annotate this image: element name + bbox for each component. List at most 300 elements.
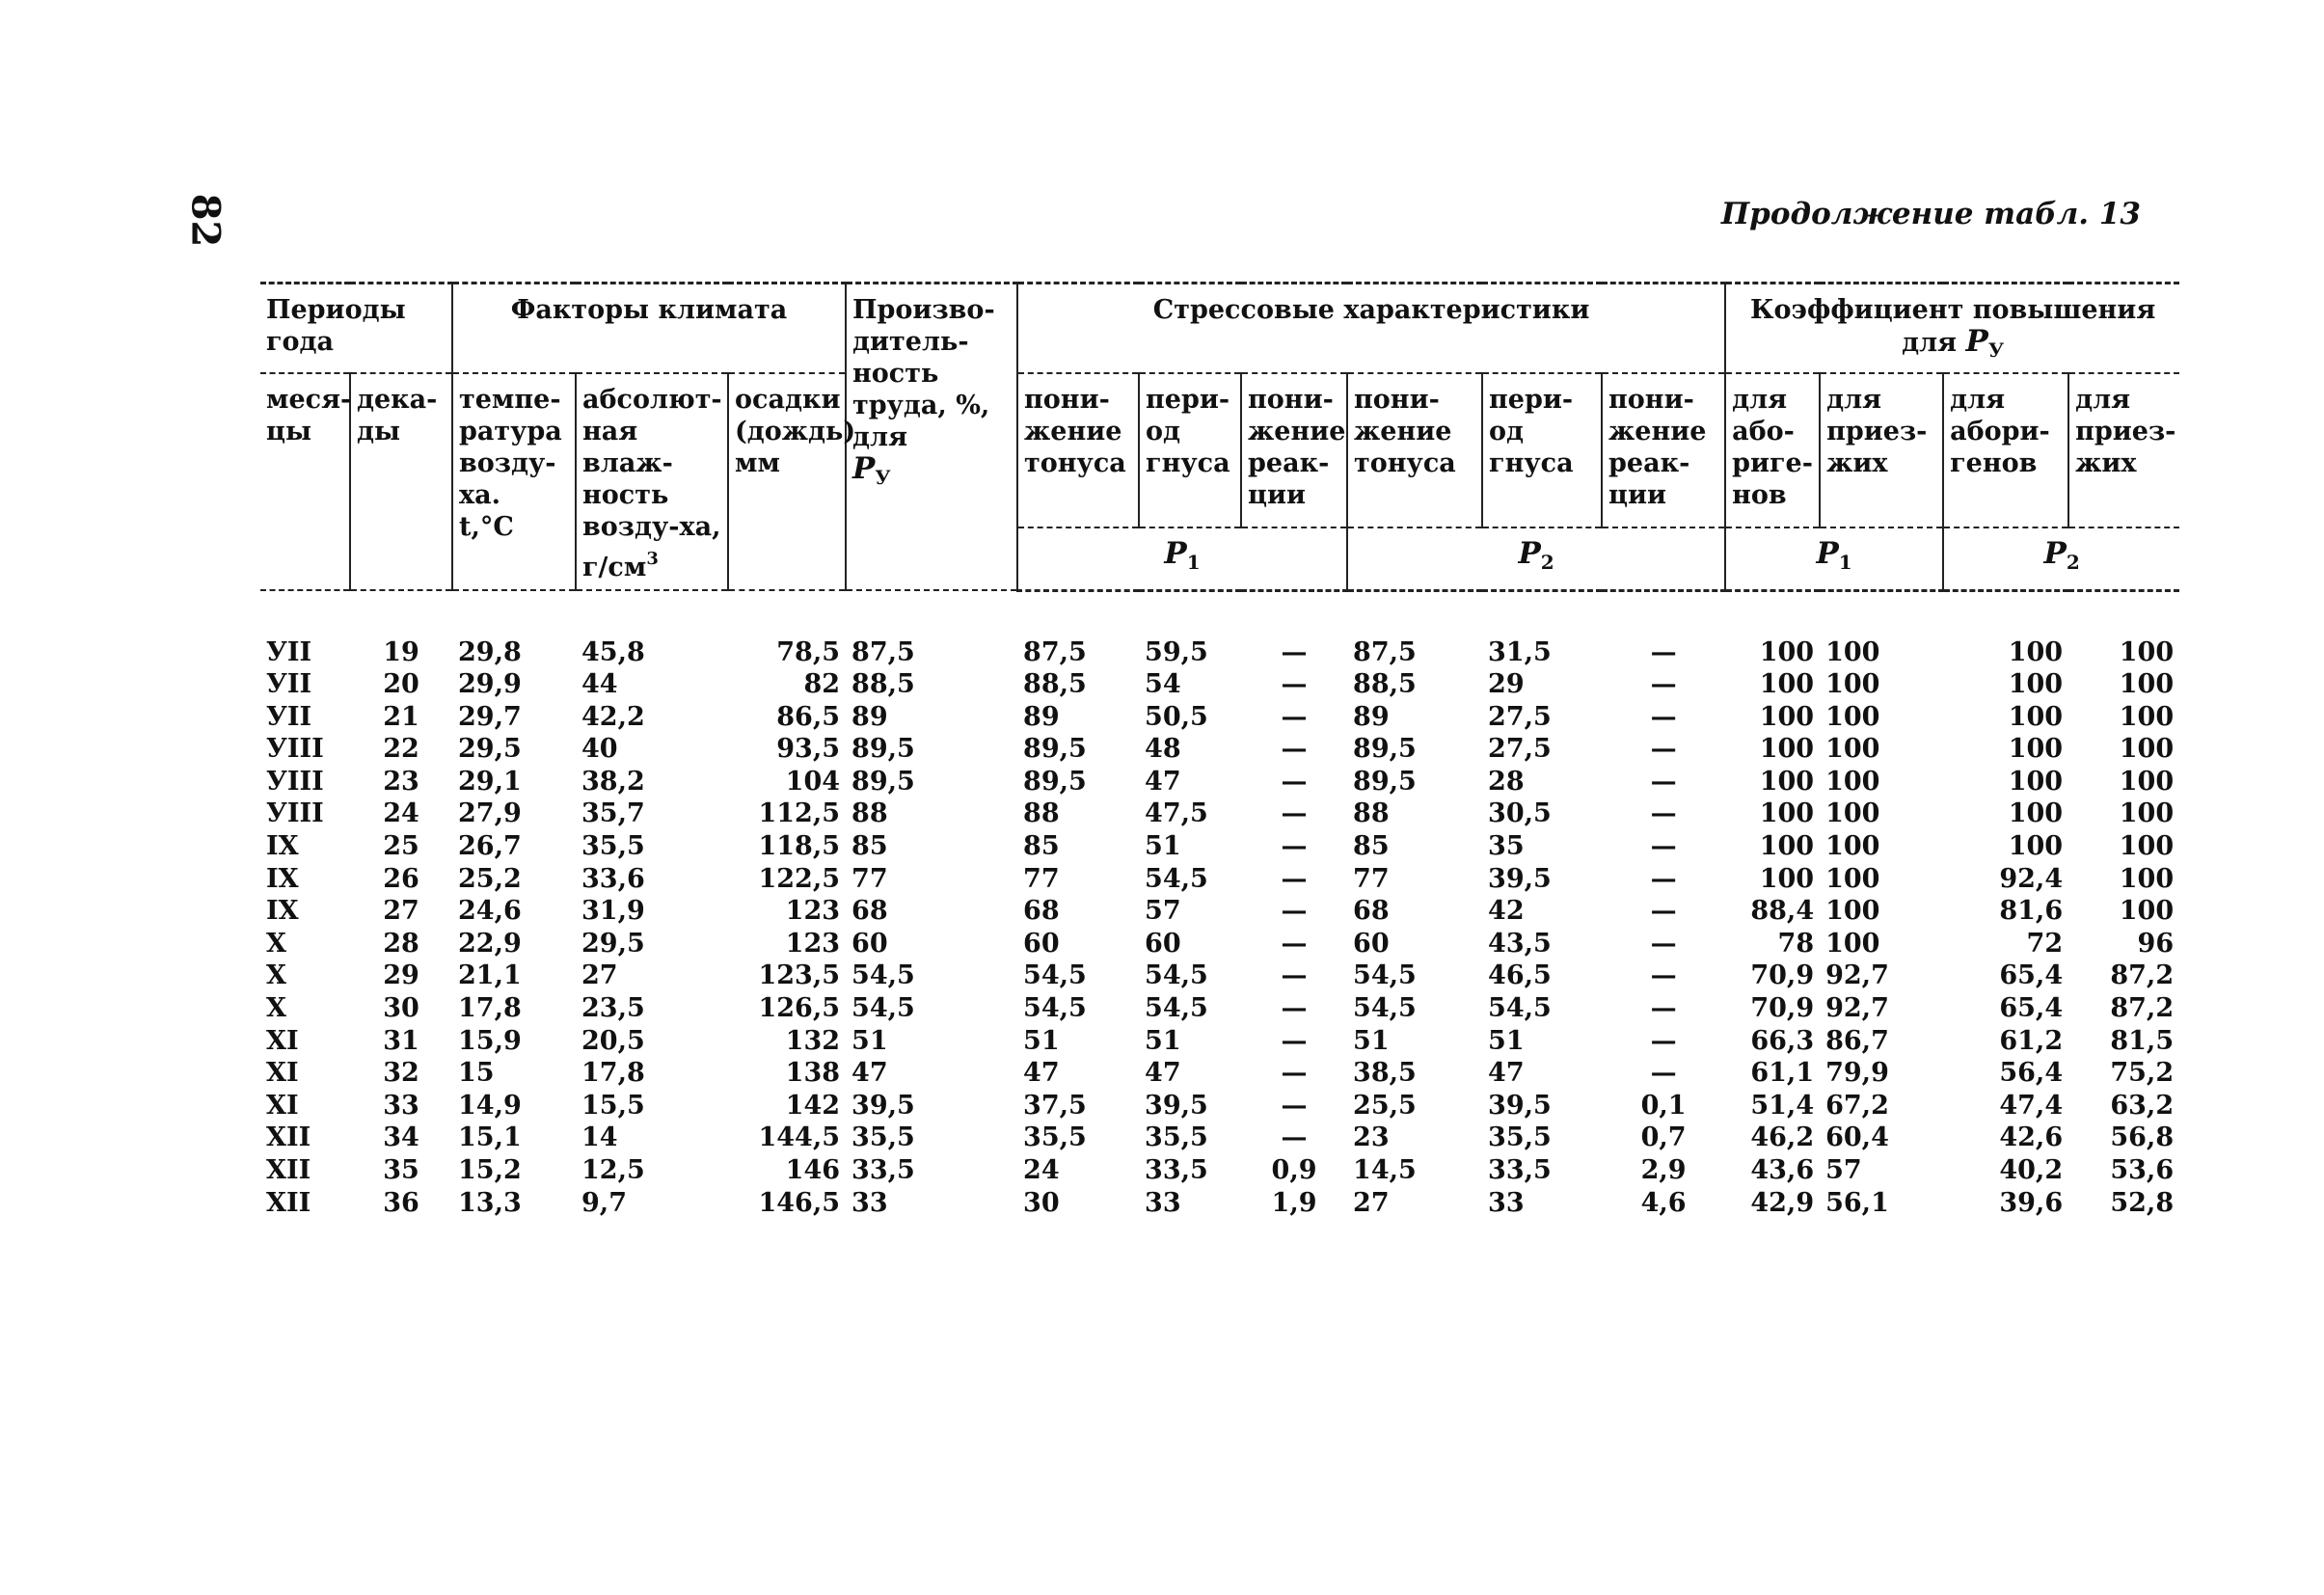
cell-coef-p1-visitors: 100 — [1825, 636, 1880, 667]
cell-p2-tone: 89,5 — [1353, 766, 1417, 797]
header-reaction-drop-p2: пони-жение реак-ции — [1602, 373, 1725, 527]
cell-decade: 20 — [383, 669, 419, 700]
header-stress: Стрессовые характеристики — [1017, 284, 1725, 374]
cell-p2-reaction: — — [1650, 831, 1677, 862]
cell-coef-p2-aborig: 92,4 — [1999, 863, 2064, 894]
cell-p1-tone: 89 — [1023, 701, 1060, 732]
cell-temp: 15 — [458, 1058, 495, 1089]
cell-coef-p2-aborig: 39,6 — [1999, 1187, 2064, 1218]
header-coef-text: Коэффициент повышения для — [1749, 295, 2156, 358]
cell-coef-p1-aborig: 100 — [1759, 734, 1815, 765]
cell-decade: 36 — [383, 1187, 419, 1218]
cell-p1-tone: 88,5 — [1023, 669, 1087, 700]
cell-month: УIII — [266, 734, 324, 765]
cell-p2-gnus: 28 — [1488, 766, 1525, 797]
table-header — [260, 284, 2179, 591]
cell-coef-p1-visitors: 100 — [1825, 669, 1880, 700]
header-coef-p2 — [1943, 527, 2179, 590]
table-row — [260, 733, 2179, 766]
cell-p2-tone: 38,5 — [1353, 1058, 1417, 1089]
cell-p1-gnus: 51 — [1145, 831, 1181, 862]
cell-decade: 23 — [383, 766, 419, 797]
cell-p2-gnus: 54,5 — [1488, 993, 1552, 1024]
cell-productivity: 54,5 — [851, 960, 915, 991]
cell-p1-gnus: 57 — [1145, 896, 1181, 927]
cell-humidity: 45,8 — [581, 636, 645, 667]
cell-coef-p1-visitors: 57 — [1825, 1155, 1862, 1185]
cell-p1-reaction: — — [1281, 896, 1308, 927]
header-productivity-symbol: P — [852, 451, 876, 486]
cell-productivity: 89,5 — [851, 766, 915, 797]
cell-productivity: 54,5 — [851, 993, 915, 1024]
cell-p1-reaction: — — [1281, 960, 1308, 991]
cell-precip: 144,5 — [758, 1122, 841, 1153]
header-gnus-period-p2: пери-од гнуса — [1482, 373, 1602, 527]
cell-humidity: 9,7 — [581, 1187, 627, 1218]
cell-precip: 112,5 — [758, 798, 841, 829]
cell-coef-p1-visitors: 79,9 — [1825, 1058, 1889, 1089]
cell-coef-p1-visitors: 100 — [1825, 766, 1880, 797]
cell-p2-tone: 77 — [1353, 863, 1390, 894]
cell-coef-p1-aborig: 70,9 — [1750, 993, 1815, 1024]
cell-humidity: 27 — [581, 960, 618, 991]
cell-temp: 29,1 — [458, 766, 522, 797]
cell-month: X — [266, 993, 286, 1024]
cell-p2-reaction: — — [1650, 1025, 1677, 1056]
cell-p2-reaction: 4,6 — [1640, 1187, 1687, 1218]
cell-productivity: 77 — [851, 863, 888, 894]
cell-p1-tone: 47 — [1023, 1058, 1060, 1089]
cell-coef-p1-visitors: 100 — [1825, 896, 1880, 927]
cell-coef-p2-visitors: 87,2 — [2110, 960, 2175, 991]
cell-temp: 15,1 — [458, 1122, 522, 1153]
header-precip: осадки (дождь) мм — [728, 373, 846, 590]
cell-humidity: 31,9 — [581, 896, 645, 927]
header-stress-p2 — [1347, 527, 1725, 590]
header-aborig-p1: для або-риге-нов — [1725, 373, 1820, 527]
cell-productivity: 51 — [851, 1025, 888, 1056]
table-row — [260, 701, 2179, 734]
cell-temp: 13,3 — [458, 1187, 522, 1218]
cell-productivity: 85 — [851, 831, 888, 862]
table-row — [260, 863, 2179, 896]
table-row — [260, 798, 2179, 830]
cell-p2-gnus: 31,5 — [1488, 636, 1552, 667]
cell-p2-tone: 87,5 — [1353, 636, 1417, 667]
cell-p1-gnus: 48 — [1145, 734, 1181, 765]
cell-humidity: 40 — [581, 734, 618, 765]
header-stress-p1 — [1017, 527, 1347, 590]
cell-productivity: 88,5 — [851, 669, 915, 700]
header-coef-subscript: У — [1987, 338, 2005, 362]
cell-productivity: 88 — [851, 798, 888, 829]
cell-month: УIII — [266, 798, 324, 829]
cell-coef-p2-aborig: 100 — [2008, 701, 2064, 732]
cell-coef-p2-visitors: 87,2 — [2110, 993, 2175, 1024]
cell-humidity: 42,2 — [581, 701, 645, 732]
table-row — [260, 928, 2179, 960]
header-coef-symbol: P — [1965, 324, 1988, 359]
header-temp-text: темпе-ратура возду-ха. — [459, 385, 562, 510]
cell-coef-p1-visitors: 100 — [1825, 831, 1880, 862]
cell-month: УII — [266, 636, 312, 667]
cell-coef-p1-visitors: 86,7 — [1825, 1025, 1889, 1056]
cell-humidity: 12,5 — [581, 1155, 645, 1185]
cell-coef-p2-aborig: 56,4 — [1999, 1058, 2064, 1089]
cell-coef-p2-aborig: 42,6 — [1999, 1122, 2064, 1153]
cell-humidity: 23,5 — [581, 993, 645, 1024]
cell-coef-p1-visitors: 100 — [1825, 798, 1880, 829]
cell-coef-p1-aborig: 46,2 — [1750, 1122, 1815, 1153]
cell-precip: 123 — [785, 928, 841, 959]
cell-p2-tone: 25,5 — [1353, 1090, 1417, 1121]
cell-temp: 24,6 — [458, 896, 522, 927]
cell-temp: 15,9 — [458, 1025, 522, 1056]
cell-coef-p2-visitors: 56,8 — [2110, 1122, 2175, 1153]
header-humidity-text: абсолют-ная влаж-ность возду-ха, — [582, 385, 722, 542]
cell-coef-p1-aborig: 100 — [1759, 636, 1815, 667]
cell-p2-reaction: 2,9 — [1640, 1155, 1687, 1185]
header-coef — [1725, 284, 2179, 374]
cell-p1-tone: 77 — [1023, 863, 1060, 894]
cell-p1-tone: 54,5 — [1023, 993, 1087, 1024]
cell-p1-reaction: — — [1281, 669, 1308, 700]
cell-coef-p1-aborig: 100 — [1759, 669, 1815, 700]
cell-month: УIII — [266, 766, 324, 797]
cell-p2-tone: 88,5 — [1353, 669, 1417, 700]
cell-humidity: 20,5 — [581, 1025, 645, 1056]
cell-p1-tone: 30 — [1023, 1187, 1060, 1218]
cell-coef-p2-visitors: 100 — [2119, 636, 2175, 667]
cell-p1-reaction: — — [1281, 993, 1308, 1024]
cell-p1-tone: 24 — [1023, 1155, 1060, 1185]
cell-productivity: 39,5 — [851, 1090, 915, 1121]
cell-temp: 29,5 — [458, 734, 522, 765]
cell-coef-p2-visitors: 81,5 — [2110, 1025, 2175, 1056]
cell-decade: 34 — [383, 1122, 419, 1153]
cell-precip: 138 — [785, 1058, 841, 1089]
cell-p1-gnus: 47 — [1145, 1058, 1181, 1089]
cell-coef-p2-aborig: 65,4 — [1999, 960, 2064, 991]
cell-p1-reaction: — — [1281, 1090, 1308, 1121]
cell-p2-reaction: — — [1650, 928, 1677, 959]
p2-symbol: P — [1518, 536, 1541, 572]
cell-p1-tone: 87,5 — [1023, 636, 1087, 667]
cell-p1-gnus: 47,5 — [1145, 798, 1208, 829]
cell-p2-gnus: 43,5 — [1488, 928, 1552, 959]
cell-p2-gnus: 30,5 — [1488, 798, 1552, 829]
cell-p2-tone: 54,5 — [1353, 960, 1417, 991]
cell-coef-p1-visitors: 100 — [1825, 734, 1880, 765]
cell-p1-reaction: — — [1281, 863, 1308, 894]
cell-p2-tone: 27 — [1353, 1187, 1390, 1218]
cell-p1-reaction: — — [1281, 831, 1308, 862]
cell-productivity: 68 — [851, 896, 888, 927]
cell-precip: 123,5 — [758, 960, 841, 991]
cell-coef-p2-aborig: 40,2 — [1999, 1155, 2064, 1185]
cell-p1-gnus: 39,5 — [1145, 1090, 1208, 1121]
cell-coef-p2-aborig: 81,6 — [1999, 896, 2064, 927]
cell-coef-p2-visitors: 100 — [2119, 863, 2175, 894]
cell-coef-p2-visitors: 100 — [2119, 896, 2175, 927]
p1-symbol: P — [1164, 536, 1187, 572]
cell-precip: 86,5 — [776, 701, 841, 732]
cell-p2-reaction: — — [1650, 766, 1677, 797]
table-row — [260, 668, 2179, 701]
cell-precip: 132 — [785, 1025, 841, 1056]
cell-decade: 31 — [383, 1025, 419, 1056]
cell-p1-gnus: 54 — [1145, 669, 1181, 700]
cell-p2-tone: 23 — [1353, 1122, 1390, 1153]
cell-p2-tone: 14,5 — [1353, 1155, 1417, 1185]
cell-month: УII — [266, 701, 312, 732]
cell-coef-p2-aborig: 100 — [2008, 831, 2064, 862]
table-row — [260, 766, 2179, 798]
cell-p1-gnus: 51 — [1145, 1025, 1181, 1056]
header-coef-p1 — [1725, 527, 1943, 590]
cell-decade: 26 — [383, 863, 419, 894]
cell-coef-p2-visitors: 100 — [2119, 766, 2175, 797]
header-productivity-subscript: У — [875, 466, 891, 489]
cell-coef-p2-visitors: 100 — [2119, 701, 2175, 732]
cell-coef-p2-aborig: 65,4 — [1999, 993, 2064, 1024]
cell-p2-reaction: — — [1650, 636, 1677, 667]
cell-p2-tone: 89,5 — [1353, 734, 1417, 765]
cell-p2-gnus: 33 — [1488, 1187, 1525, 1218]
cell-p2-gnus: 33,5 — [1488, 1155, 1552, 1185]
cell-coef-p2-aborig: 61,2 — [1999, 1025, 2064, 1056]
cell-coef-p1-aborig: 70,9 — [1750, 960, 1815, 991]
cell-coef-p1-visitors: 60,4 — [1825, 1122, 1889, 1153]
cell-p1-reaction: 1,9 — [1271, 1187, 1317, 1218]
cell-p2-tone: 60 — [1353, 928, 1390, 959]
cell-month: IX — [266, 896, 299, 927]
cell-coef-p1-visitors: 100 — [1825, 928, 1880, 959]
cell-coef-p2-visitors: 96 — [2137, 928, 2175, 959]
header-visitors-p2: для приез-жих — [2068, 373, 2179, 527]
cell-p2-reaction: — — [1650, 669, 1677, 700]
cell-coef-p1-aborig: 66,3 — [1750, 1025, 1815, 1056]
cell-month: X — [266, 928, 286, 959]
cell-temp: 25,2 — [458, 863, 522, 894]
table-row — [260, 895, 2179, 928]
cell-p2-gnus: 29 — [1488, 669, 1525, 700]
cell-precip: 82 — [803, 669, 841, 700]
cell-humidity: 35,5 — [581, 831, 645, 862]
table-row — [260, 1090, 2179, 1122]
cell-month: XII — [266, 1155, 311, 1185]
header-temp-unit: t,°C — [459, 512, 514, 542]
cell-month: XII — [266, 1187, 311, 1218]
header-humidity — [576, 373, 728, 590]
table-row — [260, 1025, 2179, 1058]
table-caption: Продолжение табл. 13 — [1720, 197, 2141, 231]
cell-p1-tone: 60 — [1023, 928, 1060, 959]
cell-p1-tone: 85 — [1023, 831, 1060, 862]
cell-p1-reaction: — — [1281, 734, 1308, 765]
header-visitors-p1: для приез-жих — [1820, 373, 1943, 527]
table-body — [260, 590, 2179, 1219]
cell-humidity: 33,6 — [581, 863, 645, 894]
table-row — [260, 1154, 2179, 1187]
cell-temp: 29,8 — [458, 636, 522, 667]
cell-p2-gnus: 27,5 — [1488, 701, 1552, 732]
header-humidity-unit: г/см — [582, 553, 647, 582]
cell-precip: 118,5 — [758, 831, 841, 862]
coef-p1-subscript: 1 — [1838, 551, 1852, 575]
cell-precip: 93,5 — [776, 734, 841, 765]
header-tone-drop-p1: пони-жение тонуса — [1017, 373, 1139, 527]
cell-p1-reaction: 0,9 — [1271, 1155, 1317, 1185]
cell-coef-p1-aborig: 100 — [1759, 798, 1815, 829]
cell-precip: 104 — [785, 766, 841, 797]
p2-subscript: 2 — [1540, 551, 1554, 575]
cell-humidity: 29,5 — [581, 928, 645, 959]
cell-temp: 14,9 — [458, 1090, 522, 1121]
cell-coef-p2-aborig: 100 — [2008, 734, 2064, 765]
cell-coef-p2-visitors: 100 — [2119, 669, 2175, 700]
cell-coef-p2-visitors: 53,6 — [2110, 1155, 2175, 1185]
cell-temp: 21,1 — [458, 960, 522, 991]
cell-precip: 146,5 — [758, 1187, 841, 1218]
cell-p1-reaction: — — [1281, 928, 1308, 959]
cell-p2-gnus: 39,5 — [1488, 1090, 1552, 1121]
cell-p1-gnus: 47 — [1145, 766, 1181, 797]
cell-temp: 22,9 — [458, 928, 522, 959]
header-humidity-exponent: 3 — [646, 549, 659, 569]
cell-p1-tone: 89,5 — [1023, 766, 1087, 797]
cell-p1-reaction: — — [1281, 1025, 1308, 1056]
cell-p2-reaction: — — [1650, 734, 1677, 765]
cell-p2-tone: 89 — [1353, 701, 1390, 732]
cell-p2-tone: 54,5 — [1353, 993, 1417, 1024]
cell-coef-p1-visitors: 67,2 — [1825, 1090, 1889, 1121]
coef-p2-subscript: 2 — [2066, 551, 2080, 575]
cell-coef-p1-aborig: 78 — [1777, 928, 1815, 959]
cell-p2-reaction: 0,7 — [1640, 1122, 1687, 1153]
cell-temp: 17,8 — [458, 993, 522, 1024]
cell-p2-reaction: — — [1650, 993, 1677, 1024]
cell-decade: 24 — [383, 798, 419, 829]
cell-p1-tone: 51 — [1023, 1025, 1060, 1056]
cell-p2-reaction: — — [1650, 1058, 1677, 1089]
cell-productivity: 89 — [851, 701, 888, 732]
cell-p2-tone: 85 — [1353, 831, 1390, 862]
cell-p2-gnus: 46,5 — [1488, 960, 1552, 991]
cell-decade: 22 — [383, 734, 419, 765]
cell-coef-p2-aborig: 100 — [2008, 636, 2064, 667]
cell-p2-tone: 51 — [1353, 1025, 1390, 1056]
coef-p1-symbol: P — [1816, 536, 1839, 572]
header-aborig-p2: для абори-генов — [1943, 373, 2068, 527]
cell-p1-reaction: — — [1281, 701, 1308, 732]
cell-coef-p1-aborig: 100 — [1759, 863, 1815, 894]
cell-p1-reaction: — — [1281, 798, 1308, 829]
cell-p2-tone: 68 — [1353, 896, 1390, 927]
cell-p2-reaction: — — [1650, 896, 1677, 927]
cell-coef-p1-aborig: 42,9 — [1750, 1187, 1815, 1218]
cell-p2-gnus: 39,5 — [1488, 863, 1552, 894]
cell-coef-p1-aborig: 61,1 — [1750, 1058, 1815, 1089]
cell-coef-p2-visitors: 75,2 — [2110, 1058, 2175, 1089]
header-temp — [452, 373, 576, 590]
cell-precip: 123 — [785, 896, 841, 927]
table-row — [260, 960, 2179, 992]
cell-coef-p2-aborig: 72 — [2026, 928, 2064, 959]
coef-p2-symbol: P — [2043, 536, 2067, 572]
cell-p2-reaction: 0,1 — [1640, 1090, 1687, 1121]
cell-p2-reaction: — — [1650, 701, 1677, 732]
cell-coef-p2-aborig: 100 — [2008, 798, 2064, 829]
cell-p1-gnus: 54,5 — [1145, 960, 1208, 991]
cell-decade: 33 — [383, 1090, 419, 1121]
cell-coef-p2-visitors: 100 — [2119, 734, 2175, 765]
cell-coef-p2-visitors: 100 — [2119, 831, 2175, 862]
cell-p1-gnus: 54,5 — [1145, 863, 1208, 894]
cell-p1-tone: 68 — [1023, 896, 1060, 927]
table-row — [260, 636, 2179, 669]
cell-p1-gnus: 60 — [1145, 928, 1181, 959]
header-climate: Факторы климата — [452, 284, 846, 374]
cell-temp: 27,9 — [458, 798, 522, 829]
header-tone-drop-p2: пони-жение тонуса — [1347, 373, 1482, 527]
cell-p1-gnus: 54,5 — [1145, 993, 1208, 1024]
table-row — [260, 1057, 2179, 1090]
cell-month: УII — [266, 669, 312, 700]
cell-month: X — [266, 960, 286, 991]
cell-p1-tone: 89,5 — [1023, 734, 1087, 765]
cell-coef-p1-aborig: 100 — [1759, 701, 1815, 732]
cell-precip: 78,5 — [776, 636, 841, 667]
cell-p1-reaction: — — [1281, 1058, 1308, 1089]
cell-p1-gnus: 35,5 — [1145, 1122, 1208, 1153]
cell-temp: 29,7 — [458, 701, 522, 732]
cell-coef-p2-aborig: 100 — [2008, 669, 2064, 700]
table-row — [260, 830, 2179, 863]
cell-p2-gnus: 51 — [1488, 1025, 1525, 1056]
header-productivity-text: Произво-дитель-ность труда, %, для — [852, 295, 995, 452]
cell-decade: 30 — [383, 993, 419, 1024]
cell-p2-gnus: 42 — [1488, 896, 1525, 927]
cell-coef-p2-visitors: 63,2 — [2110, 1090, 2175, 1121]
cell-coef-p2-aborig: 100 — [2008, 766, 2064, 797]
cell-precip: 126,5 — [758, 993, 841, 1024]
cell-month: IX — [266, 831, 299, 862]
cell-p2-reaction: — — [1650, 798, 1677, 829]
cell-month: IX — [266, 863, 299, 894]
cell-humidity: 38,2 — [581, 766, 645, 797]
cell-coef-p1-visitors: 100 — [1825, 701, 1880, 732]
cell-decade: 27 — [383, 896, 419, 927]
cell-precip: 142 — [785, 1090, 841, 1121]
cell-p2-gnus: 47 — [1488, 1058, 1525, 1089]
cell-coef-p2-visitors: 100 — [2119, 798, 2175, 829]
cell-p2-gnus: 35,5 — [1488, 1122, 1552, 1153]
table-row — [260, 992, 2179, 1025]
cell-coef-p1-aborig: 100 — [1759, 766, 1815, 797]
cell-coef-p2-aborig: 47,4 — [1999, 1090, 2064, 1121]
cell-decade: 28 — [383, 928, 419, 959]
cell-humidity: 14 — [581, 1122, 618, 1153]
cell-month: XI — [266, 1090, 299, 1121]
cell-p2-reaction: — — [1650, 863, 1677, 894]
cell-coef-p1-visitors: 100 — [1825, 863, 1880, 894]
cell-p1-gnus: 59,5 — [1145, 636, 1208, 667]
cell-productivity: 33 — [851, 1187, 888, 1218]
cell-humidity: 35,7 — [581, 798, 645, 829]
cell-p1-tone: 88 — [1023, 798, 1060, 829]
cell-coef-p1-aborig: 51,4 — [1750, 1090, 1815, 1121]
